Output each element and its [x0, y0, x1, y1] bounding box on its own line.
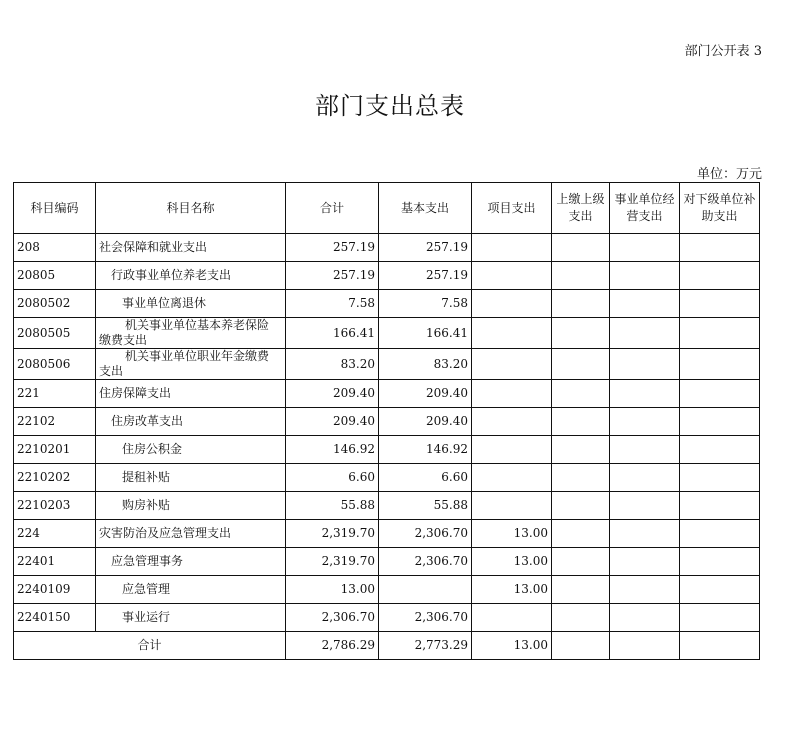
row-project [472, 436, 552, 464]
row-upper [552, 408, 610, 436]
row-subsidy [680, 548, 760, 576]
row-basic: 83.20 [379, 349, 472, 380]
table-row [14, 492, 760, 520]
row-name: 住房改革支出 [96, 408, 286, 436]
totals-row [14, 632, 760, 660]
totals-upper [552, 632, 610, 660]
row-code: 2210201 [14, 436, 96, 464]
row-basic: 2,306.70 [379, 520, 472, 548]
row-total: 209.40 [286, 380, 379, 408]
row-business [610, 604, 680, 632]
col-total-header: 合计 [286, 183, 379, 234]
row-business [610, 234, 680, 262]
table-row [14, 548, 760, 576]
col-name-header: 科目名称 [96, 183, 286, 234]
row-name-line2: 缴费支出 [99, 333, 148, 347]
row-business [610, 408, 680, 436]
row-total: 2,319.70 [286, 548, 379, 576]
row-total: 7.58 [286, 290, 379, 318]
row-upper [552, 436, 610, 464]
row-code: 2080502 [14, 290, 96, 318]
row-project [472, 234, 552, 262]
row-subsidy [680, 380, 760, 408]
col-code-header: 科目编码 [14, 183, 96, 234]
row-name: 行政事业单位养老支出 [96, 262, 286, 290]
row-name: 事业运行 [96, 604, 286, 632]
table-row [14, 436, 760, 464]
row-business [610, 576, 680, 604]
totals-project: 13.00 [472, 632, 552, 660]
row-subsidy [680, 604, 760, 632]
row-upper [552, 576, 610, 604]
row-upper [552, 234, 610, 262]
row-upper [552, 548, 610, 576]
row-code: 221 [14, 380, 96, 408]
row-project: 13.00 [472, 520, 552, 548]
table-row [14, 234, 760, 262]
row-name: 事业单位离退休 [96, 290, 286, 318]
row-project [472, 408, 552, 436]
row-name: 住房保障支出 [96, 380, 286, 408]
row-subsidy [680, 464, 760, 492]
row-name: 住房公积金 [96, 436, 286, 464]
table-row [14, 262, 760, 290]
row-subsidy [680, 349, 760, 380]
row-subsidy [680, 576, 760, 604]
row-business [610, 492, 680, 520]
row-basic: 7.58 [379, 290, 472, 318]
row-upper [552, 290, 610, 318]
row-business [610, 290, 680, 318]
row-code: 2240150 [14, 604, 96, 632]
row-name-line1: 机关事业单位职业年金缴费 [125, 349, 270, 363]
row-total: 166.41 [286, 318, 379, 349]
table-row [14, 604, 760, 632]
totals-label: 合计 [14, 632, 286, 660]
row-project [472, 290, 552, 318]
row-upper [552, 492, 610, 520]
row-total: 13.00 [286, 576, 379, 604]
col-business-header: 事业单位经营支出 [610, 183, 680, 234]
row-business [610, 318, 680, 349]
row-upper [552, 464, 610, 492]
row-total: 2,306.70 [286, 604, 379, 632]
row-name [96, 349, 286, 380]
totals-basic: 2,773.29 [379, 632, 472, 660]
row-business [610, 262, 680, 290]
row-subsidy [680, 492, 760, 520]
expenditure-table [13, 182, 760, 660]
row-total: 257.19 [286, 234, 379, 262]
row-total: 6.60 [286, 464, 379, 492]
row-subsidy [680, 408, 760, 436]
row-business [610, 349, 680, 380]
table-row [14, 520, 760, 548]
row-project [472, 464, 552, 492]
row-business [610, 380, 680, 408]
table-row [14, 290, 760, 318]
row-basic: 209.40 [379, 408, 472, 436]
row-upper [552, 318, 610, 349]
row-subsidy [680, 262, 760, 290]
row-code: 2080505 [14, 318, 96, 349]
row-project [472, 492, 552, 520]
row-code: 20805 [14, 262, 96, 290]
totals-business [610, 632, 680, 660]
row-subsidy [680, 520, 760, 548]
table-row [14, 408, 760, 436]
totals-total: 2,786.29 [286, 632, 379, 660]
page-title: 部门支出总表 [315, 92, 465, 120]
table-row [14, 380, 760, 408]
row-code: 2210202 [14, 464, 96, 492]
row-name: 提租补贴 [96, 464, 286, 492]
row-basic [379, 576, 472, 604]
row-subsidy [680, 318, 760, 349]
table-row [14, 576, 760, 604]
row-name: 应急管理事务 [96, 548, 286, 576]
row-project: 13.00 [472, 548, 552, 576]
form-number: 部门公开表 3 [684, 44, 762, 59]
row-subsidy [680, 290, 760, 318]
totals-subsidy [680, 632, 760, 660]
row-code: 208 [14, 234, 96, 262]
row-code: 2080506 [14, 349, 96, 380]
row-total: 257.19 [286, 262, 379, 290]
row-code: 224 [14, 520, 96, 548]
row-total: 83.20 [286, 349, 379, 380]
row-basic: 257.19 [379, 234, 472, 262]
row-basic: 6.60 [379, 464, 472, 492]
row-project [472, 604, 552, 632]
row-code: 22401 [14, 548, 96, 576]
row-upper [552, 380, 610, 408]
row-subsidy [680, 234, 760, 262]
table-row [14, 349, 760, 380]
row-basic: 146.92 [379, 436, 472, 464]
row-upper [552, 349, 610, 380]
table-row [14, 464, 760, 492]
col-basic-header: 基本支出 [379, 183, 472, 234]
row-name [96, 318, 286, 349]
col-project-header: 项目支出 [472, 183, 552, 234]
row-business [610, 464, 680, 492]
row-total: 146.92 [286, 436, 379, 464]
row-name: 购房补贴 [96, 492, 286, 520]
row-project [472, 380, 552, 408]
table-row [14, 318, 760, 349]
row-upper [552, 520, 610, 548]
row-name-line1: 机关事业单位基本养老保险 [125, 318, 270, 332]
row-upper [552, 262, 610, 290]
row-basic: 166.41 [379, 318, 472, 349]
row-basic: 55.88 [379, 492, 472, 520]
row-project: 13.00 [472, 576, 552, 604]
header-row [14, 183, 760, 234]
row-name-line2: 支出 [99, 364, 124, 378]
unit-label: 单位：万元 [696, 167, 762, 182]
row-project [472, 349, 552, 380]
row-code: 22102 [14, 408, 96, 436]
col-upper-header: 上缴上级支出 [552, 183, 610, 234]
row-name: 灾害防治及应急管理支出 [96, 520, 286, 548]
row-project [472, 318, 552, 349]
row-code: 2240109 [14, 576, 96, 604]
row-project [472, 262, 552, 290]
row-total: 209.40 [286, 408, 379, 436]
row-code: 2210203 [14, 492, 96, 520]
row-total: 55.88 [286, 492, 379, 520]
row-basic: 2,306.70 [379, 548, 472, 576]
row-business [610, 520, 680, 548]
row-business [610, 548, 680, 576]
row-total: 2,319.70 [286, 520, 379, 548]
row-basic: 2,306.70 [379, 604, 472, 632]
row-name: 社会保障和就业支出 [96, 234, 286, 262]
row-basic: 209.40 [379, 380, 472, 408]
row-upper [552, 604, 610, 632]
col-subsidy-header: 对下级单位补助支出 [680, 183, 760, 234]
row-basic: 257.19 [379, 262, 472, 290]
row-name: 应急管理 [96, 576, 286, 604]
row-business [610, 436, 680, 464]
row-subsidy [680, 436, 760, 464]
